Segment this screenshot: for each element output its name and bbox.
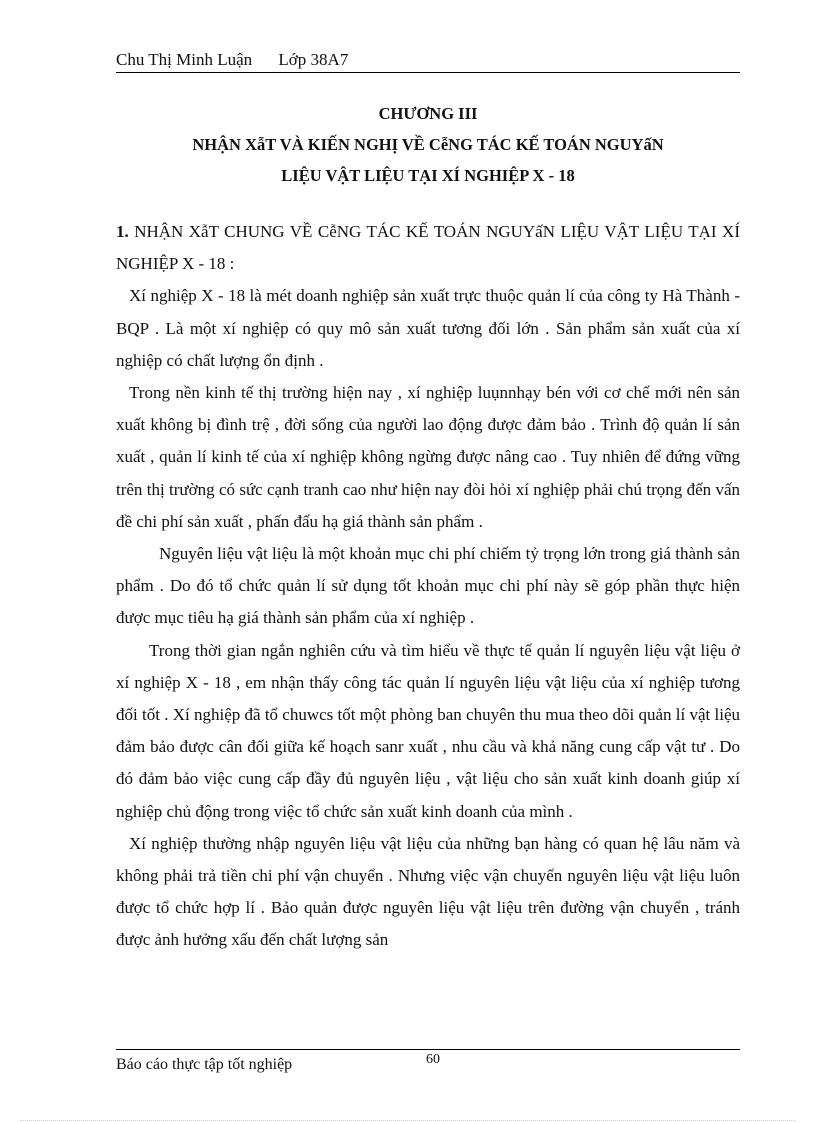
section-heading-text: NHẬN XẫT CHUNG VỀ CễNG TÁC KẾ TOÁN NGUYấN LIỆU VẬT LIỆU TẠI XÍ NGHIỆP X - 18 : [116,222,740,274]
page-bottom-edge [20,1120,796,1121]
page-header [116,50,740,73]
paragraph-4: Trong thời gian ngắn nghiên cứu và tìm hiểu về thực tế quản lí nguyên liệu vật liệu ở xí nghiệp X - 18 , em nhận thấy công tác quản lí nguyên liệu vật liệu của xí nghiệp tương đối tốt . Xí nghiệp đã tổ chuwcs tốt một phòng ban chuyên thu mua theo dõi quản lí vật liệu đảm bảo được cân đối giữa kế hoạch sanr xuất , nhu cầu và khả năng cung cấp vật tư . Do đó đảm bảo việc cung cấp đầy đủ nguyên liệu , vật liệu cho sản xuất kinh doanh giúp xí nghiệp chủ động trong việc tổ chức sản xuất kinh doanh của mình . [116,640,740,821]
paragraph-2: Trong nền kinh tế thị trường hiện nay , xí nghiệp luụnnhạy bén với cơ chế mới nên sản xuất không bị đình trệ , đời sống của người lao động được đảm bảo . Trình độ quản lí sản xuất , quản lí kinh tế của xí nghiệp không ngừng được nâng cao . Tuy nhiên để đứng vững trên thị trường có sức cạnh tranh cao như hiện nay đòi hỏi xí nghiệp phải chú trọng đến vấn đề chi phí sản xuất , phấn đấu hạ giá thành sản phẩm . [116,383,740,531]
paragraph-1: Xí nghiệp X - 18 là mét doanh nghiệp sản xuất trực thuộc quản lí của công ty Hà Thành - BQP . Là một xí nghiệp có quy mô sản xuất tương đối lớn . Sản phẩm sản xuất của xí nghiệp có chất lượng ổn định . [116,286,740,370]
section-heading [116,216,740,280]
document-body [116,216,740,957]
section-number: 1. [116,222,129,241]
chapter-number: CHƯƠNG III [378,104,478,123]
chapter-title-block [116,98,740,191]
class-label: Lớp 38A7 [278,50,349,69]
paragraph-5: Xí nghiệp thường nhập nguyên liệu vật liệu của những bạn hàng có quan hệ lâu năm và không phải trả tiền chi phí vận chuyển . Nhưng việc vận chuyển nguyên liệu vật liệu luôn được tổ chức hợp lí . Bảo quản được nguyên liệu vật liệu trên đường vận chuyển , tránh được ảnh hưởng xấu đến chất lượng sản [116,833,740,950]
footer-report-title: Báo cáo thực tập tốt nghiệp [116,1056,293,1073]
footer-divider [116,1049,740,1050]
chapter-title-line-1: NHẬN XẫT VÀ KIẾN NGHỊ VỀ CễNG TÁC KẾ TOÁN NGUYấN [192,135,664,154]
chapter-title-line-2: LIỆU VẬT LIỆU TẠI XÍ NGHIỆP X - 18 [281,166,575,185]
page-number: 60 [426,1052,440,1067]
author-name: Chu Thị Minh Luận [116,50,253,69]
paragraph-3: Nguyên liệu vật liệu là một khoản mục chi phí chiếm tỷ trọng lớn trong giá thành sản phẩm . Do đó tổ chức quản lí sử dụng tốt khoản mục chi phí này sẽ góp phần thực hiện được mục tiêu hạ giá thành sản phẩm của xí nghiệp . [116,544,740,628]
